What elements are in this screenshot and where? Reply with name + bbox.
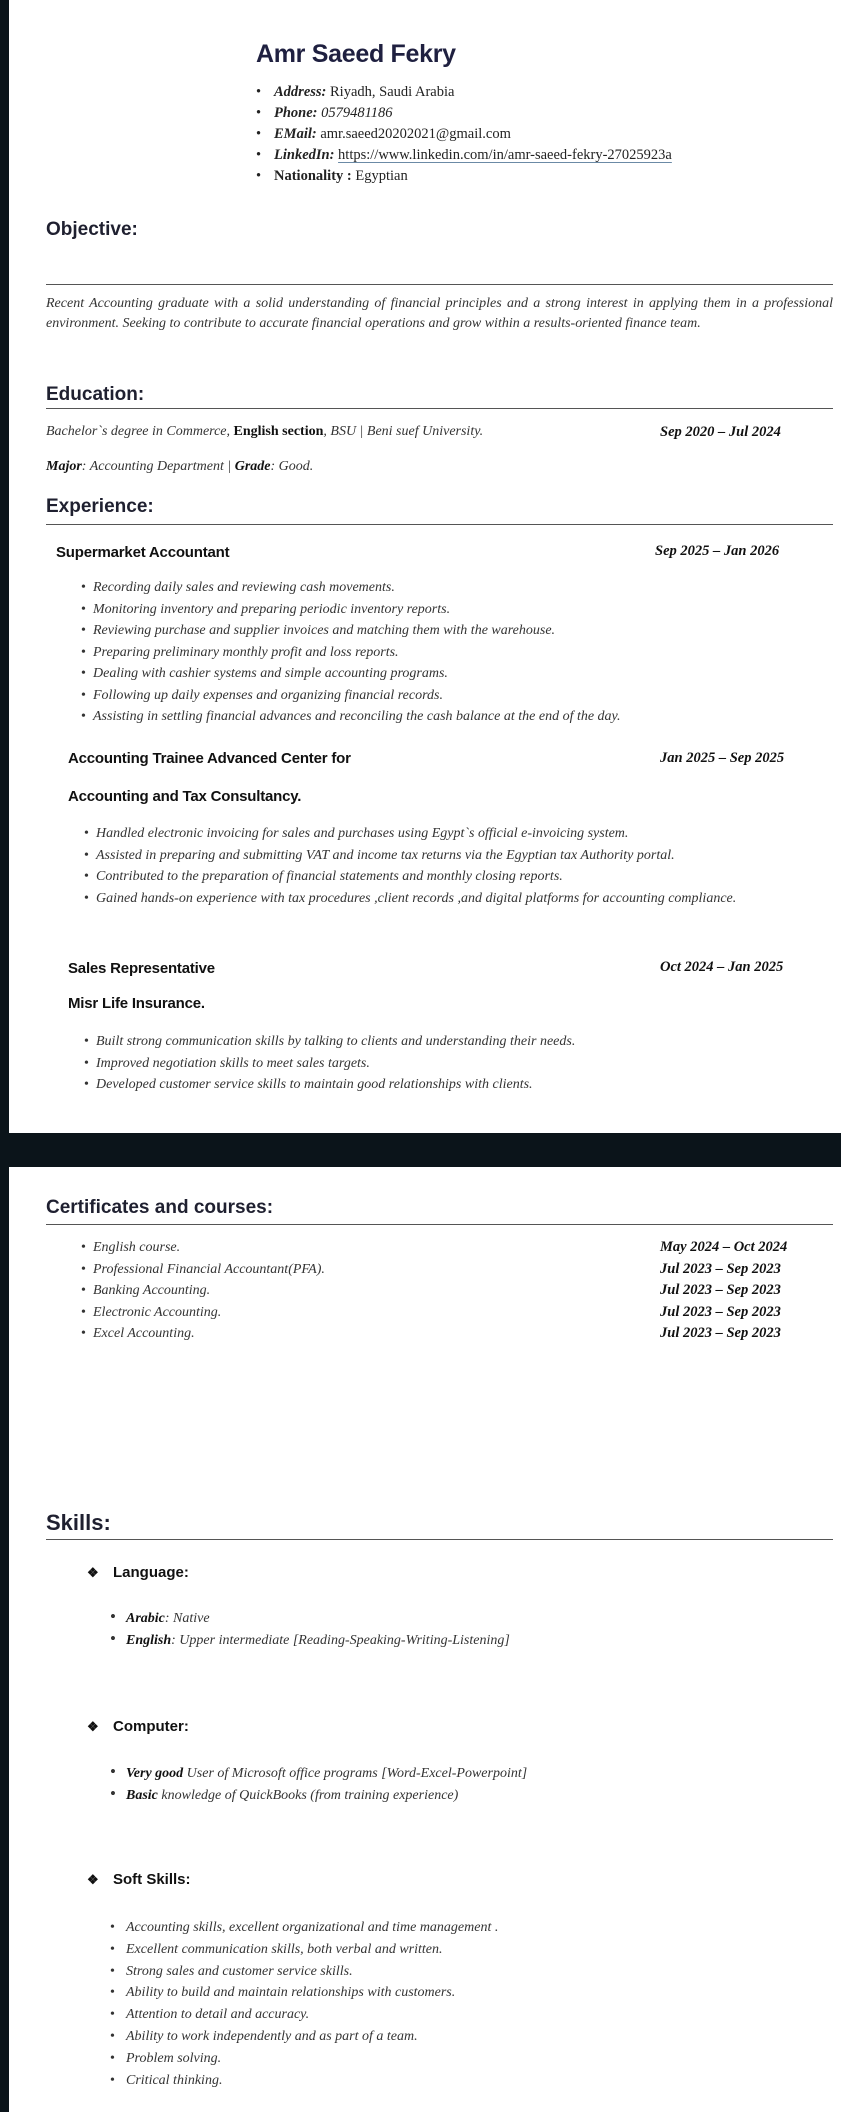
major-label: Major [46,459,82,474]
contact-list [256,82,672,187]
list-item: • Strong sales and customer service skills. [110,1961,498,1983]
certificates-heading: Certificates and courses: [46,1197,274,1218]
job-title-1: Supermarket Accountant [56,544,230,561]
linkedin-link[interactable]: https://www.linkedin.com/in/amr-saeed-fekry-27025923a [338,147,672,163]
contact-linkedin [256,145,672,166]
email-label: EMail: [274,126,317,142]
job-dates-3: Oct 2024 – Jan 2025 [660,959,784,975]
certificates-rule [46,1224,833,1225]
resume-page-2 [9,1167,841,2112]
list-item [110,1763,527,1785]
degree-text: Bachelor`s degree in Commerce, [46,424,234,439]
skill-level: Arabic [126,1611,165,1626]
address-value: Riyadh, Saudi Arabia [326,84,455,100]
list-item: • Monitoring inventory and preparing periodic inventory reports. [81,599,621,621]
education-heading: Education: [46,384,145,405]
skills-heading: Skills: [46,1510,111,1535]
experience-heading: Experience: [46,496,154,517]
list-item: • Accounting skills, excellent organizational and time management . [110,1917,498,1939]
degree-university: , BSU | Beni suef University. [323,424,484,439]
skill-level: Very good [126,1766,184,1781]
list-item: • Assisting in settling financial advances and reconciling the cash balance at the end of the day. [81,706,621,728]
skill-text: : Upper intermediate [Reading-Speaking-Writing-Listening] [171,1633,510,1648]
certificate-name: • English course. [81,1237,325,1259]
phone-label: Phone: [274,105,318,121]
resume-page-1 [9,0,841,1133]
list-item: • Developed customer service skills to maintain good relationships with clients. [84,1074,575,1096]
list-item [110,1630,510,1652]
skill-level: Basic [126,1788,158,1803]
skills-rule [46,1539,833,1540]
list-item: • Reviewing purchase and supplier invoices and matching them with the warehouse. [81,620,621,642]
objective-heading: Objective: [46,219,138,240]
certificate-name: • Banking Accounting. [81,1280,325,1302]
language-heading: Language: [113,1564,189,1581]
list-item: • Contributed to the preparation of financial statements and monthly closing reports. [84,866,824,888]
skill-text: knowledge of QuickBooks (from training experience) [157,1788,459,1803]
skill-text: : Native [164,1611,210,1626]
list-item: • Ability to build and maintain relationships with customers. [110,1982,498,2004]
skill-group-soft [87,1871,191,1888]
soft-skills-list [110,1917,498,2091]
list-item: • Attention to detail and accuracy. [110,2004,498,2026]
candidate-name: Amr Saeed Fekry [256,40,456,68]
language-list [110,1608,510,1652]
list-item: • Excellent communication skills, both verbal and written. [110,1939,498,1961]
experience-rule [46,524,833,525]
list-item: • Ability to work independently and as part of a team. [110,2026,498,2048]
certificate-name: • Excel Accounting. [81,1323,325,1345]
four-diamond-bullet-icon: ❖ [87,1872,99,1887]
list-item [110,1785,527,1807]
computer-heading: Computer: [113,1718,189,1735]
address-label: Address: [274,84,327,100]
education-rule [46,408,833,409]
certificate-date: Jul 2023 – Sep 2023 [660,1325,781,1341]
four-diamond-bullet-icon: ❖ [87,1565,99,1580]
contact-address [256,82,672,103]
list-item: • Gained hands-on experience with tax procedures ,client records ,and digital platforms for accounting compliance. [84,888,811,910]
certificate-date: May 2024 – Oct 2024 [660,1239,788,1255]
job-bullets-1 [81,577,621,728]
contact-nationality [256,166,672,187]
job-dates-1: Sep 2025 – Jan 2026 [655,543,780,559]
certificate-name: • Electronic Accounting. [81,1302,325,1324]
soft-skills-heading: Soft Skills: [113,1871,191,1888]
nationality-value: Egyptian [351,168,408,184]
four-diamond-bullet-icon: ❖ [87,1719,99,1734]
list-item: • Handled electronic invoicing for sales and purchases using Egypt`s official e-invoicing system. [84,823,824,845]
certificate-date: Jul 2023 – Sep 2023 [660,1260,781,1277]
job-bullets-2 [84,823,824,909]
list-item [110,1608,510,1630]
job-bullets-3 [84,1031,575,1096]
list-item: • Critical thinking. [110,2070,498,2092]
job-title-3: Sales Representative [68,960,215,977]
degree-section: English section [233,424,324,439]
email-value[interactable]: amr.saeed20202021@gmail.com [316,126,511,142]
skill-group-computer [87,1718,189,1735]
job-company-2: Accounting and Tax Consultancy. [68,788,302,805]
certificate-name: • Professional Financial Accountant(PFA). [81,1259,325,1281]
linkedin-label: LinkedIn: [274,147,335,163]
major-line [46,459,313,475]
job-company-3: Misr Life Insurance. [68,995,205,1012]
certificates-list [81,1237,325,1345]
list-item: • Recording daily sales and reviewing cash movements. [81,577,621,599]
contact-email [256,124,672,145]
education-dates: Sep 2020 – Jul 2024 [660,424,781,440]
job-dates-2: Jan 2025 – Sep 2025 [660,750,785,766]
grade-label: Grade [234,459,271,474]
grade-value: : Good. [270,459,314,474]
list-item: • Improved negotiation skills to meet sales targets. [84,1053,575,1075]
certificate-date: Jul 2023 – Sep 2023 [660,1303,781,1320]
list-item: • Dealing with cashier systems and simple accounting programs. [81,663,621,685]
degree-line [46,424,483,440]
skill-text: User of Microsoft office programs [Word-Excel-Powerpoint] [183,1766,528,1781]
job-title-2: Accounting Trainee Advanced Center for [68,750,351,767]
objective-rule [46,284,833,285]
nationality-label: Nationality : [274,168,352,184]
list-item: • Preparing preliminary monthly profit and loss reports. [81,642,621,664]
phone-value: 0579481186 [317,105,393,121]
skill-level: English [126,1633,172,1648]
certificate-date: Jul 2023 – Sep 2023 [660,1282,781,1298]
list-item: • Following up daily expenses and organizing financial records. [81,685,621,707]
list-item: • Assisted in preparing and submitting VAT and income tax returns via the Egyptian tax Authority portal. [84,845,824,867]
major-value: : Accounting Department | [81,459,235,474]
skill-group-language [87,1564,189,1581]
list-item: • Built strong communication skills by talking to clients and understanding their needs. [84,1031,575,1053]
objective-text: Recent Accounting graduate with a solid understanding of financial principles and a strong interest in applying them in a professional environment. Seeking to contribute to accurate financial operations and grow within a results-oriented finance team. [46,296,833,331]
computer-list [110,1763,527,1807]
contact-phone [256,103,672,124]
list-item: • Problem solving. [110,2048,498,2070]
